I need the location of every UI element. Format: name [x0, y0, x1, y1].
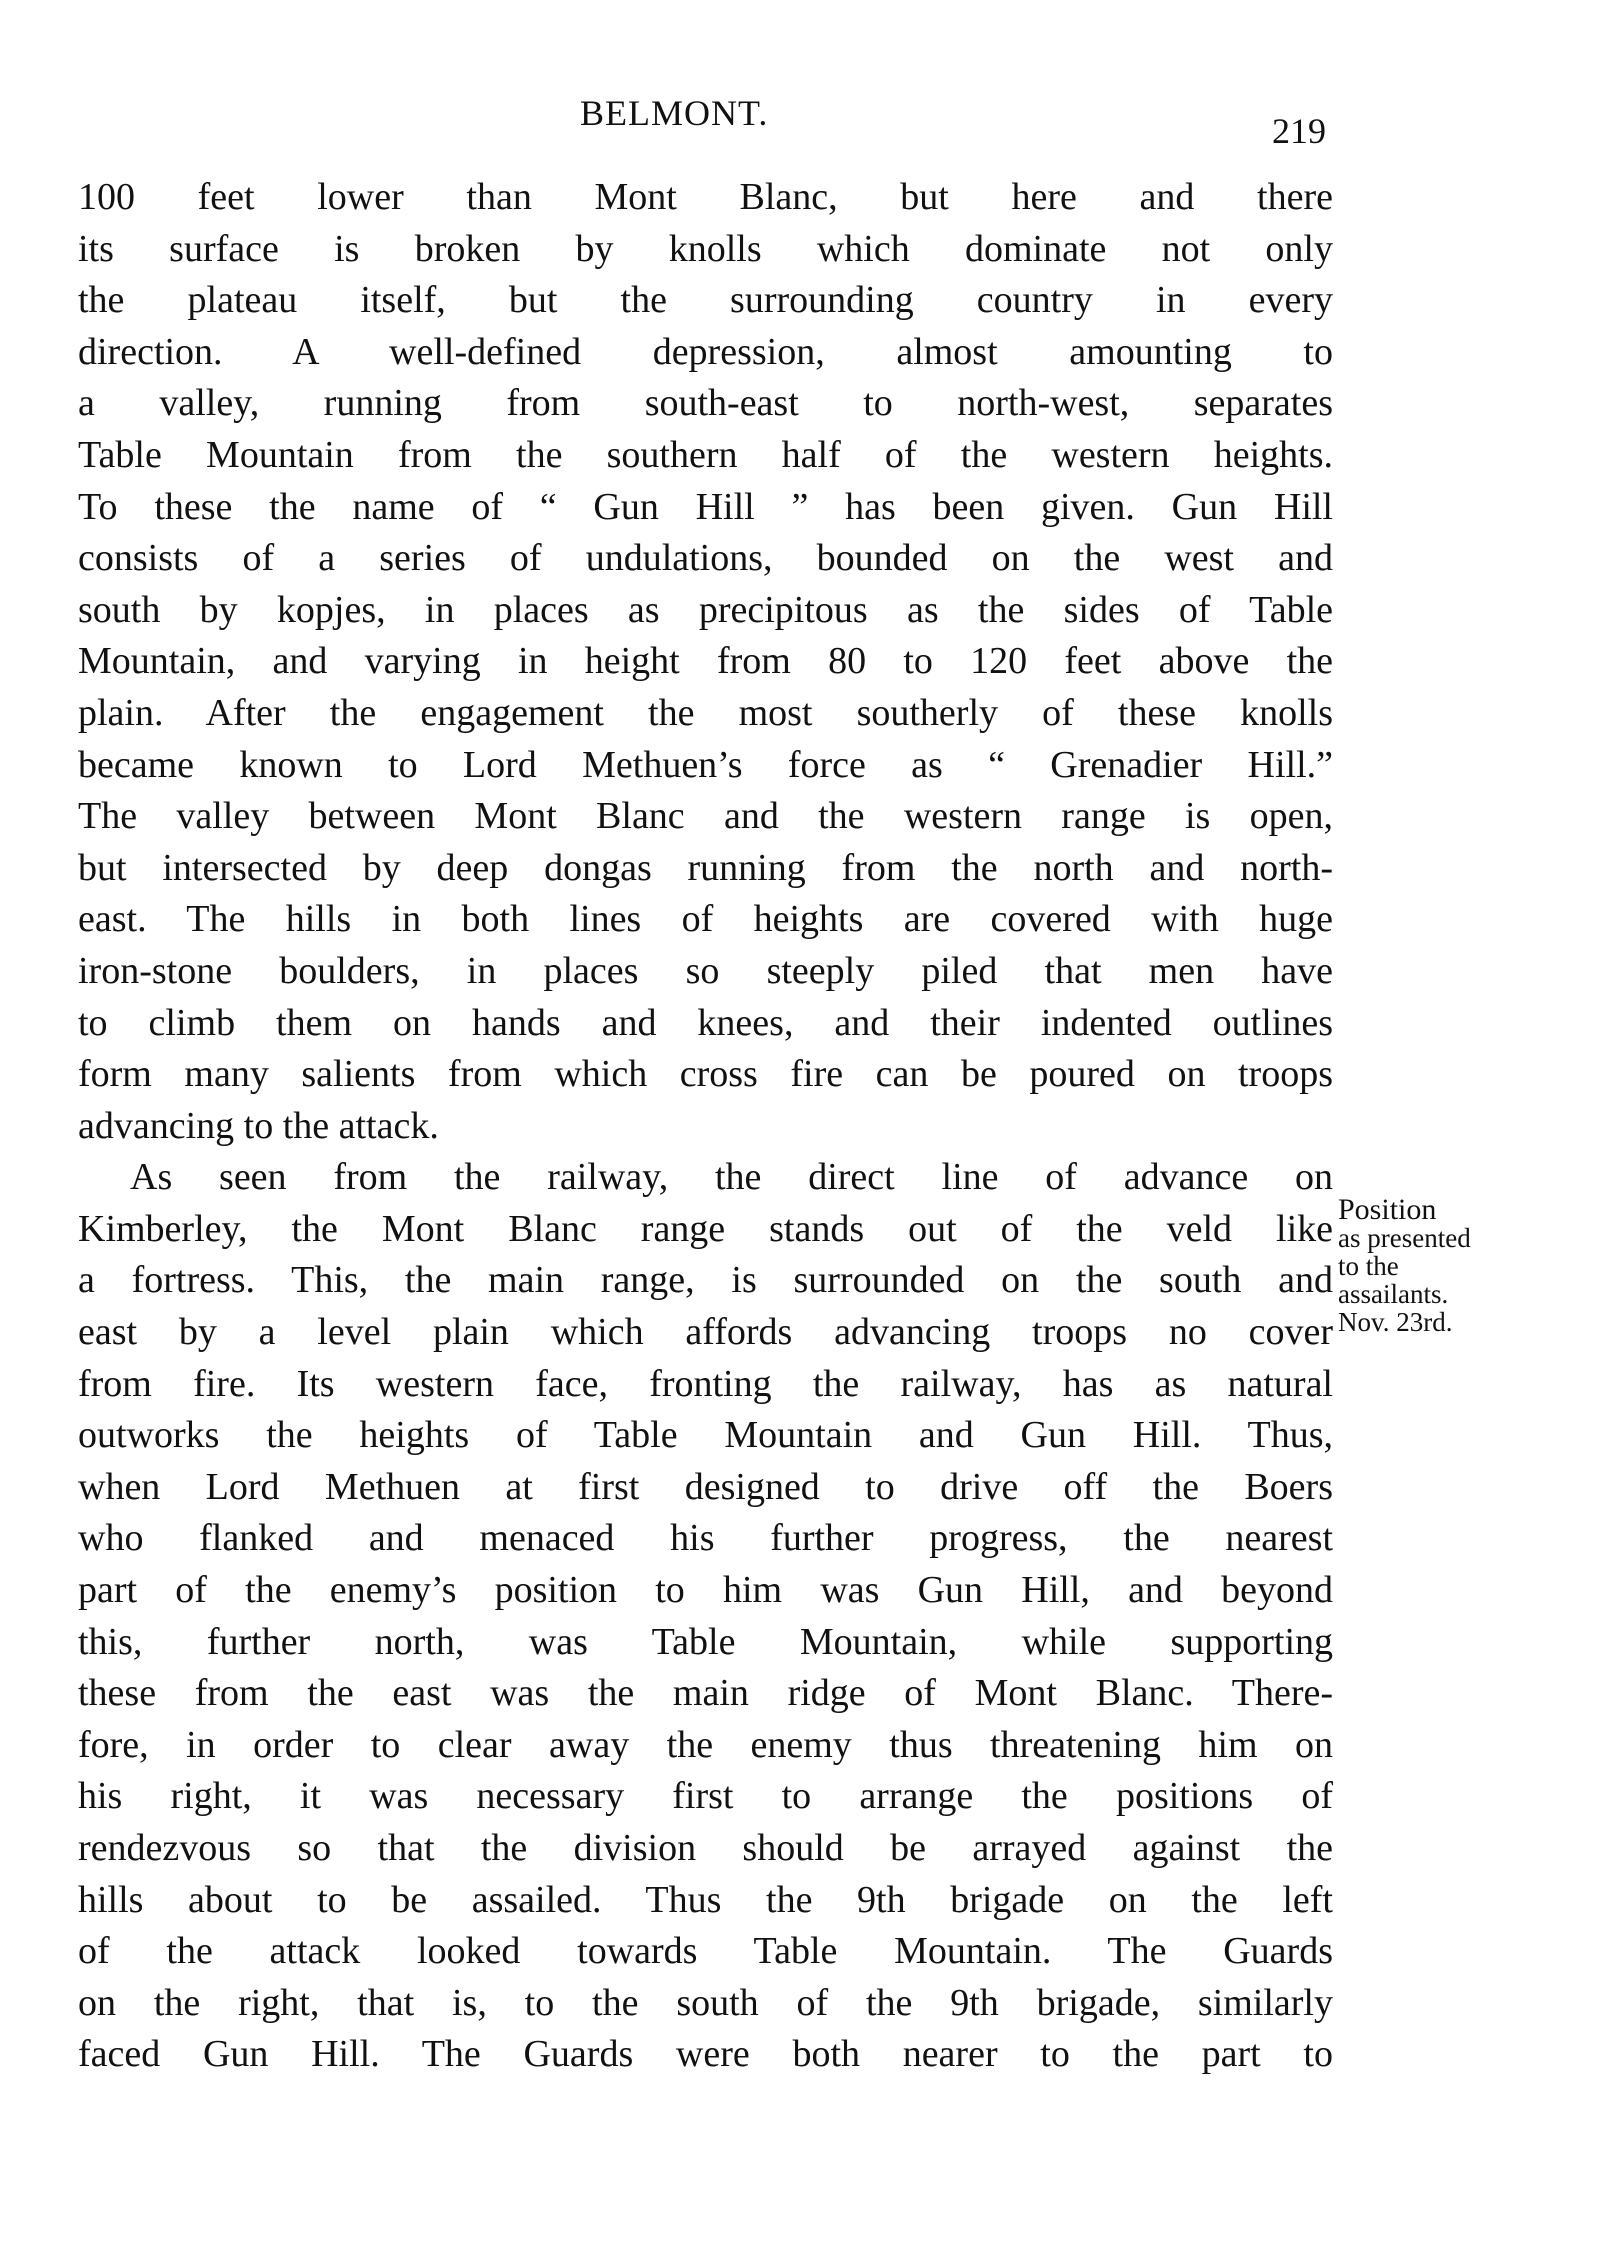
text-line: fore, in order to clear away the enemy thus threatening him on [78, 1723, 1333, 1766]
text-line: of the attack looked towards Table Mountain. The Guards [78, 1930, 1333, 1973]
text-line: its surface is broken by knolls which dominate not only [78, 227, 1333, 270]
margin-note-line: Nov. 23rd. [1338, 1307, 1453, 1337]
text-line: his right, it was necessary first to arrange the positions of [78, 1775, 1333, 1818]
text-line: to climb them on hands and knees, and their indented outlines [78, 1001, 1333, 1044]
text-line: hills about to be assailed. Thus the 9th brigade on the left [78, 1878, 1333, 1921]
text-line: consists of a series of undulations, bounded on the west and [78, 537, 1333, 580]
text-line: To these the name of “ Gun Hill ” has been given. Gun Hill [78, 485, 1333, 528]
margin-note-line: to the [1338, 1251, 1399, 1281]
text-line: rendezvous so that the division should be arrayed against the [78, 1827, 1333, 1869]
text-line: who flanked and menaced his further progress, the nearest [78, 1517, 1333, 1560]
body-text [78, 172, 1333, 2081]
text-line: The valley between Mont Blanc and the western range is open, [78, 795, 1333, 838]
text-line: direction. A well-defined depression, almost amounting to [78, 330, 1333, 373]
text-line: but intersected by deep dongas running from the north and north- [78, 846, 1333, 889]
paragraph [78, 172, 1333, 1152]
text-line: a fortress. This, the main range, is surrounded on the south and [78, 1259, 1333, 1302]
text-line: from fire. Its western face, fronting the railway, has as natural [78, 1362, 1333, 1405]
text-line: east. The hills in both lines of heights are covered with huge [78, 898, 1333, 941]
text-line: east by a level plain which affords advancing troops no cover [78, 1311, 1333, 1354]
text-line: Kimberley, the Mont Blanc range stands out of the veld like [78, 1207, 1333, 1250]
text-line: south by kopjes, in places as precipitous as the sides of Table [78, 588, 1333, 631]
text-line: a valley, running from south-east to north-west, separates [78, 382, 1333, 425]
text-line: plain. After the engagement the most southerly of these knolls [78, 691, 1333, 734]
text-line: iron-stone boulders, in places so steeply piled that men have [78, 949, 1333, 992]
text-line: part of the enemy’s position to him was Gun Hill, and beyond [78, 1569, 1333, 1612]
text-line: As seen from the railway, the direct line of advance on [130, 1156, 1333, 1199]
text-line: when Lord Methuen at first designed to drive off the Boers [78, 1465, 1333, 1508]
margin-note-line: Position [1338, 1193, 1437, 1226]
text-line: the plateau itself, but the surrounding country in every [78, 279, 1333, 322]
text-line: these from the east was the main ridge of Mont Blanc. There- [78, 1672, 1333, 1715]
margin-note-line: assailants. [1338, 1279, 1449, 1309]
paragraph [78, 1152, 1333, 2081]
text-line: faced Gun Hill. The Guards were both nearer to the part to [78, 2033, 1333, 2076]
running-title: BELMONT. [580, 93, 769, 133]
text-line: became known to Lord Methuen’s force as “ Grenadier Hill.” [78, 743, 1333, 786]
text-line: 100 feet lower than Mont Blanc, but here and there [78, 176, 1333, 218]
margin-note-line: as presented [1338, 1223, 1471, 1253]
text-line: on the right, that is, to the south of the 9th brigade, similarly [78, 1981, 1333, 2024]
text-line: advancing to the attack. [78, 1104, 439, 1147]
text-line: Table Mountain from the southern half of the western heights. [78, 433, 1333, 476]
text-line: this, further north, was Table Mountain, while supporting [78, 1620, 1333, 1663]
margin-note [1338, 1193, 1471, 1337]
text-line: form many salients from which cross fire can be poured on troops [78, 1053, 1333, 1096]
page-number: 219 [1272, 111, 1326, 151]
text-line: outworks the heights of Table Mountain and Gun Hill. Thus, [78, 1414, 1333, 1457]
text-line: Mountain, and varying in height from 80 to 120 feet above the [78, 640, 1333, 683]
